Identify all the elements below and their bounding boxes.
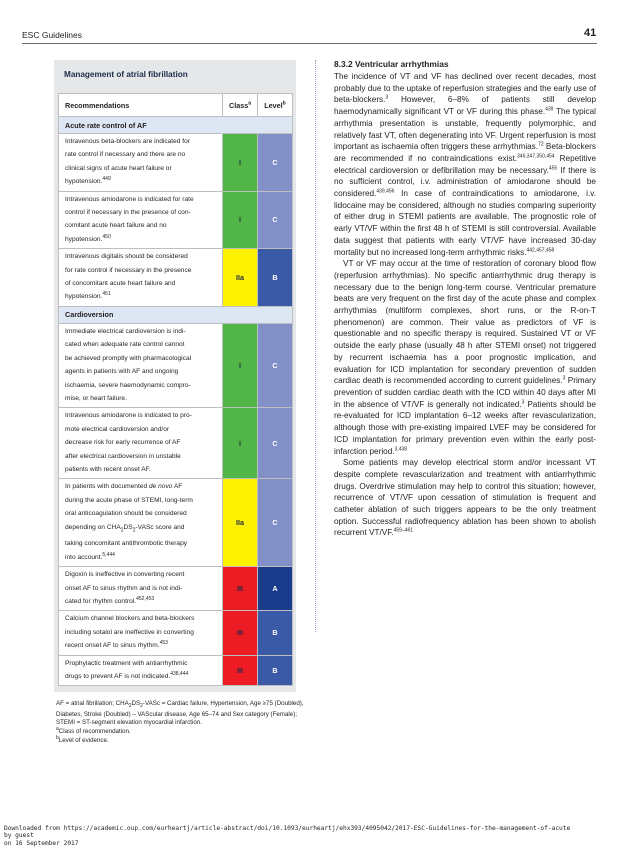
recommendation-line: Prophylactic treatment with antiarrhythmic [65, 659, 188, 667]
reference-superscript: 453 [159, 639, 168, 646]
recommendation-line: control if necessary in the presence of con- [65, 209, 191, 217]
table-row [59, 191, 293, 249]
class-cell: III [223, 611, 258, 655]
reference-superscript: 442,457,458 [526, 246, 555, 253]
recommendation-line: patients with recent onset AF. [65, 465, 151, 473]
recommendation-line: ischaemia, severe haemodynamic compro- [65, 381, 191, 389]
recommendation-text [59, 408, 223, 479]
table-row [59, 479, 293, 567]
recommendation-line: cated when adequate rate control cannot [65, 341, 185, 349]
level-cell: C [258, 408, 293, 479]
class-cell: I [223, 323, 258, 407]
table-header-row [59, 94, 293, 117]
recommendation-text [59, 323, 223, 407]
column-header-recommendations: Recommendations [59, 94, 223, 117]
class-cell: IIa [223, 479, 258, 567]
reference-superscript: 3,438 [394, 445, 408, 452]
class-cell: III [223, 655, 258, 686]
reference-superscript: 72 [538, 141, 544, 148]
reference-superscript: 450 [102, 233, 111, 240]
reference-superscript: 5,444 [102, 551, 115, 558]
table-footnotes [56, 700, 306, 745]
column-header-level: Level$^b$ [258, 94, 293, 117]
recommendation-line: including sotalol are ineffective in converting [65, 628, 194, 636]
section-title: Acute rate control of AF [59, 117, 293, 134]
column-header-class: Class$^a$ [223, 94, 258, 117]
reference-superscript: 3 [521, 398, 525, 405]
running-header-title: ESC Guidelines [22, 30, 83, 40]
recommendation-line: taking concomitant antithrombotic therapy [65, 540, 188, 548]
recommendation-line: decrease risk for early recurrence of AF [65, 439, 181, 447]
reference-superscript: 438,444 [170, 670, 189, 677]
class-cell: III [223, 567, 258, 611]
table-row [59, 249, 293, 307]
reference-superscript: 439 [545, 106, 554, 113]
class-cell: I [223, 408, 258, 479]
body-paragraph: Some patients may develop electrical storm and/or incessant VT despite complete revascularization and treatment with antiarrhythmic drugs. Overdrive stimulation may help to control this situation; however, recurrence of VT/VF upon cessation of stimulation is frequent and catheter ablation of such triggers appears to be the only treatment option. Successful radiofrequency ablation has been shown to abolish recurrent VT/VF.$^{459-461}$ [334, 458, 596, 538]
recommendation-text [59, 479, 223, 567]
reference-superscript: 439,456 [376, 188, 395, 195]
level-cell: C [258, 134, 293, 192]
reference-superscript: 451 [102, 291, 111, 298]
level-cell: C [258, 323, 293, 407]
recommendation-line: into account.$^{5,444}$ [65, 551, 115, 561]
recommendation-table-panel [54, 60, 296, 692]
recommendation-line: cated for rhythm control.$^{452,453}$ [65, 595, 155, 605]
recommendation-line: Intravenous amiodarone is indicated for rate [65, 195, 194, 203]
recommendation-line: depending on $CHA_2DS_2$-VASc score and [65, 523, 185, 533]
class-cell: I [223, 134, 258, 192]
recommendation-line: hypotension.$^{451}$ [65, 291, 111, 301]
level-cell: C [258, 191, 293, 249]
recommendation-text [59, 567, 223, 611]
reference-superscript: 346,347,350,454 [517, 153, 555, 160]
table-title: Management of atrial fibrillation [64, 70, 188, 79]
recommendation-line: mise, or heart failure. [65, 394, 127, 402]
header-rule [22, 43, 597, 44]
recommendation-line: hypotension.$^{449}$ [65, 176, 111, 186]
reference-superscript: 449 [102, 176, 111, 183]
level-cell: B [258, 611, 293, 655]
recommendation-line: onset AF to sinus rhythm and is not indi- [65, 584, 183, 592]
recommendation-line: Intravenous beta-blockers are indicated for [65, 138, 190, 145]
section-title: Cardioversion [59, 306, 293, 323]
download-note: Downloaded from https://academic.oup.com/eurheartj/article-abstract/doi/10.1093/eurheartj/ehx393/4095042/2017-ESC-Guidelines-for-the-management-of-acute by guest on 16 September 2017 [4, 825, 571, 847]
level-cell: B [258, 249, 293, 307]
reference-superscript: 3 [562, 375, 566, 382]
footnote-line: $^a$Class of recommendation. [56, 725, 131, 736]
footnote-line: AF = atrial fibrillation; $CHA_2DS_2$-VASc = Cardiac failure, Hypertension, Age ≥75 (Doubled), Diabetes, Stroke (Doubled) – VAScular disease, Age 65–74 and Sex category (Female); STEMI = ST-segment elevation myocardial infarction. [56, 700, 304, 727]
recommendation-line: Calcium channel blockers and beta-blockers [65, 615, 195, 623]
page-number: 41 [584, 27, 597, 39]
body-paragraph: The incidence of VT and VF has declined over recent decades, most probably due to the uptake of reperfusion strategies and the early use of beta-blockers.$^3$ However, 6–8% of patients still develop haemodynamically significant VT or VF during this phase.$^{439}$ The typical arrhythmia presentation is unstable, frequently polymorphic, and relatively fast VT, often degenerating into VF. Urgent reperfusion is most important as ischaemia often triggers these arrhythmias.$^{72}$ Beta-blockers are recommended if no contraindications exist.$^{346,347,350,454}$ Repetitive electrical cardioversion or defibrillation may be necessary.$^{455}$ If there is no sufficient control, i.v. administration of amiodarone should be considered.$^{439,456}$ In case of contraindications to amiodarone, i.v. lidocaine may be considered, although no studies comparing superiority of either drug in STEMI patients are available. The prognostic role of early VT/VF within the first 48 h of STEMI is still controversial. Available data suggest that patients with early VT/VF have increased 30-day mortality but no increased long-term arrhythmic risks.$^{442,457,458}$ [334, 72, 597, 257]
reference-superscript: 452,453 [136, 595, 155, 602]
table-row [59, 567, 293, 611]
recommendation-line: recent onset AF to sinus rhythm.$^{453}$ [65, 639, 168, 650]
class-cell: I [223, 191, 258, 249]
reference-superscript: 455 [548, 164, 558, 171]
recommendation-line: clinical signs of acute heart failure or [65, 164, 172, 172]
recommendation-text [59, 134, 223, 192]
recommendation-line: Intravenous amiodarone is indicated to pro- [65, 412, 192, 420]
table-section-row [59, 306, 293, 323]
section-heading: 8.3.2 Ventricular arrhythmias [334, 59, 449, 69]
column-divider [315, 60, 316, 632]
recommendation-text [59, 655, 223, 686]
level-cell: A [258, 567, 293, 611]
recommendation-line: be achieved promptly with pharmacological [65, 354, 192, 362]
level-cell: C [258, 479, 293, 567]
recommendation-line: In patients with documented de novo AF [65, 483, 183, 491]
recommendation-line: oral anticoagulation should be considered [65, 510, 187, 518]
reference-superscript: 3 [385, 94, 389, 101]
table-row [59, 134, 293, 192]
footnote-line: $^b$Level of evidence. [56, 734, 109, 744]
recommendation-table [58, 93, 293, 686]
recommendation-line: Intravenous digitalis should be considered [65, 253, 188, 261]
recommendation-line: drugs to prevent AF is not indicated.$^{438,444}$ [65, 670, 189, 680]
table-row [59, 323, 293, 407]
table-section-row [59, 117, 293, 134]
recommendation-line: Immediate electrical cardioversion is indi- [65, 327, 186, 335]
recommendation-line: for rate control if necessary in the presence [65, 266, 192, 274]
recommendation-line: of concomitant acute heart failure and [65, 280, 176, 288]
table-row [59, 408, 293, 479]
body-paragraph: VT or VF may occur at the time of restoration of coronary blood flow (reperfusion arrhythmias). No specific antiarrhythmic drug therapy is necessary due to the benign long-term course. Ventricular premature beats are very frequent on the first day of the acute phase and complex arrhythmias (multiform complexes, short runs, or the R-on-T phenomenon) are common. Their value as predictors of VF is questionable and no specific therapy is required. Sustained VT or VF outside the early phase (usually 48 h after STEMI onset) not triggered by recurrent ischaemia has a poor prognostic implication, and evaluation for ICD implantation for secondary prevention of sudden cardiac death is recommended according to current guidelines.$^3$ Primary prevention of sudden cardiac death with the ICD within 40 days after MI in the absence of VT/VF is generally not indicated.$^3$ Patients should be re-evaluated for ICD implantation 6–12 weeks after revascularization, although those with pre-existing impaired LVEF may be considered for ICD implantation for primary prevention even within the early post-infarction period.$^{3,438}$ [334, 259, 596, 456]
table-row [59, 655, 293, 686]
recommendation-line: hypotension.$^{450}$ [65, 233, 111, 243]
recommendation-line: mote electrical cardioversion and/or [65, 425, 170, 433]
reference-superscript: 459–461 [393, 527, 414, 534]
level-cell: B [258, 655, 293, 686]
recommendation-line: after electrical cardioversion in unstable [65, 452, 181, 460]
recommendation-line: during the acute phase of STEMI, long-term [65, 496, 193, 504]
recommendation-line: Digoxin is ineffective in converting recent [65, 571, 185, 579]
recommendation-text [59, 191, 223, 249]
recommendation-line: agents in patients with AF and ongoing [65, 368, 179, 376]
recommendation-line: comitant acute heart failure and no [65, 222, 167, 230]
table-row [59, 611, 293, 655]
recommendation-text [59, 611, 223, 655]
body-text-column [334, 58, 596, 539]
class-cell: IIa [223, 249, 258, 307]
recommendation-text [59, 249, 223, 307]
recommendation-line: rate control if necessary and there are no [65, 151, 186, 159]
